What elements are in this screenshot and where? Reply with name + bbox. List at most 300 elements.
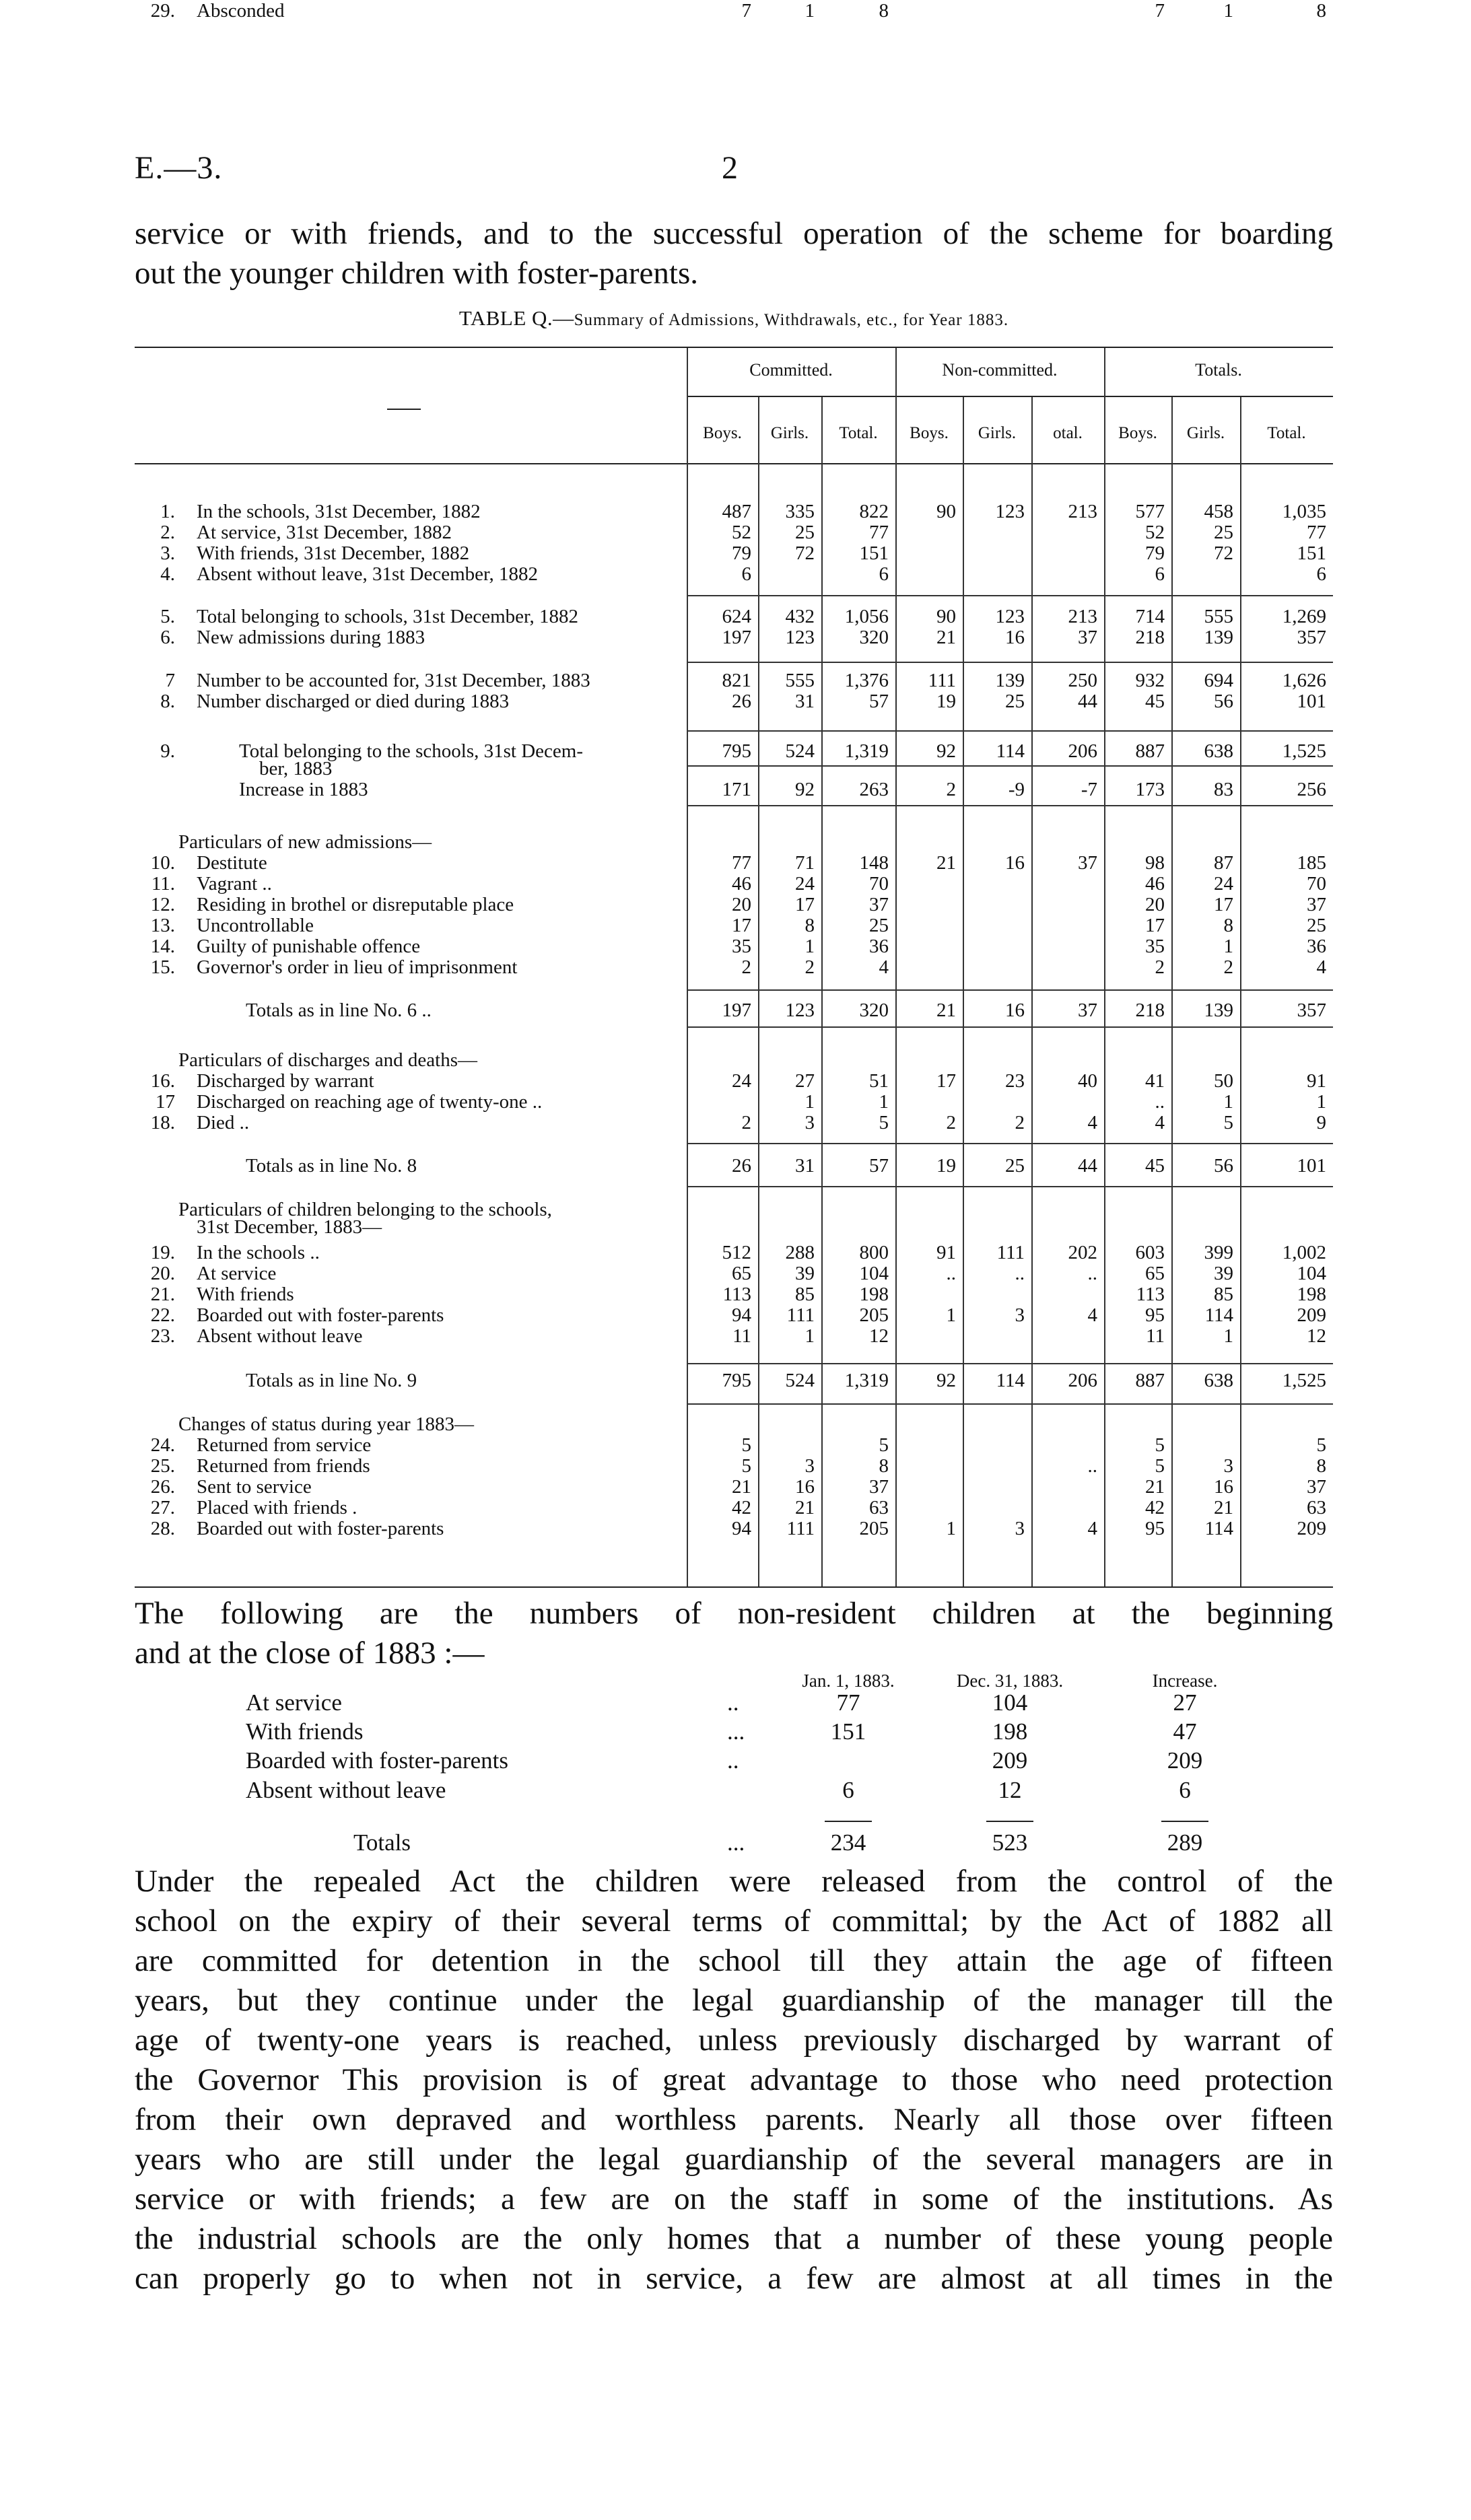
table-cell: .. [1087,1263,1097,1284]
table-cell: 114 [1204,1518,1233,1539]
table-cell: 42 [1145,1497,1165,1518]
table-cell: 37 [1078,627,1097,648]
table-cell: 3 [1015,1304,1025,1326]
row-label-text: Died .. [197,1112,250,1133]
table-cell: 72 [795,542,815,564]
table-cell: 432 [785,606,815,627]
table-cell: 3 [805,1112,815,1133]
table-cell: 197 [722,1000,751,1021]
table-cell: 20 [1145,894,1165,915]
row-number: 4. [160,563,175,585]
row-label-text: Number to be accounted for, 31st December, 1883 [197,670,590,691]
table-cell: 1,035 [1282,501,1326,522]
table-cell: -9 [1008,779,1025,800]
row-label-continuation: 31st December, 1883— [197,1216,382,1238]
row-number: 18. [150,1112,175,1133]
nr-header-increase: Increase. [1152,1671,1218,1691]
table-cell: 98 [1145,852,1165,874]
table-cell: 8 [879,1455,889,1477]
table-cell: 94 [732,1304,751,1326]
row-label-text: With friends, 31st December, 1882 [197,542,470,564]
nonresident-intro-2: and at the close of 1883 :— [135,1636,485,1671]
table-cell: 21 [936,627,956,648]
row-label-text: Discharged on reaching age of twenty-one .. [197,1091,543,1113]
col-divider [758,397,759,1586]
table-cell: 1 [805,936,815,957]
table-cell: 101 [1297,691,1326,712]
table-cell: 399 [1204,1242,1233,1263]
table-cell: 111 [928,670,956,691]
intro-line-2: out the younger children with foster-parents. [135,256,698,291]
row-number: 20. [150,1263,175,1284]
table-top-rule [135,347,1333,348]
table-cell: 1,525 [1282,1370,1326,1391]
table-cell: 111 [996,1242,1025,1263]
section-rule [687,1403,1333,1405]
table-cell: 7 [741,0,751,22]
closing-paragraph-line: can properly go to when not in service, a few are almost at all times in the [135,2261,1333,2296]
table-cell: 3 [805,1455,815,1477]
row-number: 28. [150,1518,175,1539]
table-cell: 95 [1145,1518,1165,1539]
col-divider [1031,397,1033,1586]
table-cell: 218 [1135,627,1165,648]
table-cell: 19 [936,691,956,712]
table-cell: 6 [1316,563,1326,585]
row-label-text: Sent to service [197,1476,312,1498]
closing-paragraph-line: years who are still under the legal guardianship of the several managers are in [135,2142,1333,2177]
table-cell: 5 [879,1112,889,1133]
table-cell: 577 [1135,501,1165,522]
table-cell: 2 [946,1112,956,1133]
table-cell: 25 [1214,522,1233,543]
row-number: 29. [150,0,175,22]
table-cell: 26 [732,1155,751,1177]
table-cell: 8 [805,915,815,936]
row-number: 12. [150,894,175,915]
table-cell: 524 [785,740,815,762]
table-cell: 72 [1214,542,1233,564]
row-number: 6. [160,627,175,648]
table-cell: 5 [1316,1434,1326,1456]
nonresident-value: 209 [992,1747,1028,1774]
table-cell: 8 [1316,0,1326,22]
document-code: E.—3. [135,150,223,186]
table-cell: 185 [1297,852,1326,874]
table-cell: 92 [936,740,956,762]
table-cell: 17 [936,1070,956,1092]
row-label-text: Particulars of discharges and deaths— [178,1049,478,1071]
table-cell: 800 [859,1242,889,1263]
table-cell: 101 [1297,1155,1326,1177]
table-caption-prefix: TABLE Q.— [458,306,574,330]
table-cell: 17 [1214,894,1233,915]
column-header-rule [135,463,1333,464]
row-number: 9. [160,740,175,762]
table-cell: 27 [795,1070,815,1092]
table-cell: 70 [1307,873,1326,895]
table-cell: 512 [722,1242,751,1263]
nr-header-jan: Jan. 1, 1883. [802,1671,895,1691]
nonresident-value: 151 [830,1718,866,1745]
section-rule [687,1363,1333,1364]
column-header: Total. [1267,424,1306,442]
table-cell: 822 [859,501,889,522]
section-rule [687,805,1333,806]
table-cell: .. [1015,1263,1025,1284]
row-number: 19. [150,1242,175,1263]
table-cell: 35 [732,936,751,957]
table-caption [135,306,1333,330]
closing-paragraph-line: the industrial schools are the only homes that a number of these young people [135,2221,1333,2256]
table-cell: 52 [732,522,751,543]
table-cell: 6 [879,563,889,585]
table-cell: 85 [1214,1284,1233,1305]
table-cell: 357 [1297,627,1326,648]
table-cell: 603 [1135,1242,1165,1263]
table-cell: 1,002 [1282,1242,1326,1263]
closing-paragraph-line: years, but they continue under the legal guardianship of the manager till the [135,1983,1333,2018]
column-header: Girls. [770,424,809,442]
table-cell: 26 [732,691,751,712]
table-cell: 21 [1145,1476,1165,1498]
table-cell: 37 [1307,1476,1326,1498]
table-cell: 139 [1204,1000,1233,1021]
table-cell: 4 [1087,1112,1097,1133]
nonresident-value: 12 [998,1777,1022,1803]
section-rule [687,730,1333,732]
table-cell: 139 [1204,627,1233,648]
table-cell: 1 [1223,936,1233,957]
table-cell: 209 [1297,1304,1326,1326]
table-cell: 8 [1223,915,1233,936]
table-cell: 50 [1214,1070,1233,1092]
leader-dots: .. [727,1747,739,1774]
table-cell: 1 [1223,0,1233,22]
row-label-text: Vagrant .. [197,873,272,895]
table-cell: 77 [1307,522,1326,543]
table-cell: 23 [1005,1070,1025,1092]
table-cell: 57 [869,1155,889,1177]
table-cell: 51 [869,1070,889,1092]
row-number: 27. [150,1497,175,1518]
table-cell: 1 [879,1091,889,1113]
table-cell: 95 [1145,1304,1165,1326]
row-number: 17 [156,1091,175,1113]
table-cell: 5 [1155,1434,1165,1456]
closing-paragraph-line: service or with friends; a few are on the staff in some of the institutions. As [135,2181,1333,2216]
table-cell: 197 [722,627,751,648]
row-number: 10. [150,852,175,874]
table-cell: 5 [741,1455,751,1477]
table-cell: 487 [722,501,751,522]
table-cell: 524 [785,1370,815,1391]
row-label-text: Total belonging to schools, 31st December, 1882 [197,606,579,627]
table-cell: 9 [1316,1112,1326,1133]
table-caption-title: Summary of Admissions, Withdrawals, etc., for Year 1883. [574,311,1009,329]
row-number: 11. [151,873,175,895]
row-number: 25. [150,1455,175,1477]
table-cell: 114 [1204,1304,1233,1326]
table-cell: 148 [859,852,889,874]
table-cell: 821 [722,670,751,691]
table-cell: 113 [1136,1284,1165,1305]
row-label-text: In the schools .. [197,1242,320,1263]
row-label-text: Absent without leave [197,1325,363,1347]
table-cell: 21 [936,852,956,874]
row-label-text: At service, 31st December, 1882 [197,522,452,543]
nonresident-value: 47 [1173,1718,1197,1745]
table-cell: .. [1155,1091,1165,1113]
table-cell: 31 [795,1155,815,1177]
table-cell: 111 [786,1304,815,1326]
table-cell: 1 [946,1304,956,1326]
row-label-text: Absent without leave, 31st December, 1882 [197,563,539,585]
table-cell: 40 [1078,1070,1097,1092]
table-cell: 21 [1214,1497,1233,1518]
table-cell: 44 [1078,1155,1097,1177]
table-cell: 65 [732,1263,751,1284]
section-rule [687,989,1333,991]
sum-rule [1161,1821,1208,1822]
table-cell: 1 [946,1518,956,1539]
table-cell: 104 [1297,1263,1326,1284]
table-cell: 4 [1087,1518,1097,1539]
table-cell: 171 [722,779,751,800]
table-cell: 94 [732,1518,751,1539]
closing-paragraph-line: Under the repealed Act the children were released from the control of the [135,1864,1333,1899]
nonresident-row-label: At service [246,1689,342,1716]
row-label-text: New admissions during 1883 [197,627,425,648]
table-cell: 92 [936,1370,956,1391]
table-cell: 123 [995,501,1025,522]
table-cell: 77 [732,852,751,874]
nonresident-value: 6 [1179,1777,1191,1803]
table-cell: 114 [996,1370,1025,1391]
table-cell: 4 [1087,1304,1097,1326]
table-cell: 65 [1145,1263,1165,1284]
row-label-text: At service [197,1263,277,1284]
sum-rule [825,1821,872,1822]
row-label-text: Returned from service [197,1434,372,1456]
column-header: Total. [839,424,878,442]
table-cell: 39 [795,1263,815,1284]
section-rule [687,765,1333,767]
table-cell: 1,269 [1282,606,1326,627]
section-rule [687,1026,1333,1028]
row-label-text: Discharged by warrant [197,1070,374,1092]
table-cell: 37 [869,894,889,915]
table-cell: 335 [785,501,815,522]
column-header: otal. [1053,424,1083,442]
table-cell: 8 [879,0,889,22]
table-cell: 114 [996,740,1025,762]
nonresident-intro-1: The following are the numbers of non-resident children at the beginning [135,1596,1333,1631]
table-cell: 2 [805,956,815,978]
table-cell: 2 [741,956,751,978]
row-number: 3. [160,542,175,564]
table-cell: 1 [1223,1325,1233,1347]
col-divider [1171,397,1173,1586]
row-label-text: Governor's order in lieu of imprisonment [197,956,518,978]
table-cell: 12 [869,1325,889,1347]
table-cell: 17 [795,894,815,915]
table-cell: 25 [1307,915,1326,936]
nr-header-dec: Dec. 31, 1883. [956,1671,1064,1691]
nonresident-value: 523 [992,1829,1028,1856]
stub-header-dash [387,409,421,410]
table-cell: 77 [869,522,889,543]
row-number: 26. [150,1476,175,1498]
row-label-text: Placed with friends . [197,1497,357,1518]
table-cell: 36 [1307,936,1326,957]
table-cell: 1 [1223,1091,1233,1113]
table-cell: 218 [1135,1000,1165,1021]
closing-paragraph-line: age of twenty-one years is reached, unless previously discharged by warrant of [135,2023,1333,2058]
row-label-text: Guilty of punishable offence [197,936,421,957]
section-rule [687,1143,1333,1144]
table-cell: 90 [936,606,956,627]
table-cell: 11 [732,1325,751,1347]
table-cell: 202 [1068,1242,1097,1263]
table-cell: 2 [1015,1112,1025,1133]
table-cell: 638 [1204,1370,1233,1391]
row-number: 15. [150,956,175,978]
table-cell: 3 [1015,1518,1025,1539]
table-cell: 46 [1145,873,1165,895]
table-cell: 320 [859,1000,889,1021]
table-cell: 205 [859,1304,889,1326]
table-cell: 111 [786,1518,815,1539]
nonresident-value: 6 [842,1777,854,1803]
column-header: Boys. [1118,424,1157,442]
row-label-text: Particulars of children belonging to the schools, [178,1199,552,1220]
nonresident-value: 77 [836,1689,860,1716]
table-cell: 4 [879,956,889,978]
table-cell: 85 [795,1284,815,1305]
row-label-text: Uncontrollable [197,915,314,936]
table-cell: 206 [1068,1370,1097,1391]
table-cell: 25 [1005,1155,1025,1177]
table-cell: 12 [1307,1325,1326,1347]
table-cell: 45 [1145,691,1165,712]
table-cell: 52 [1145,522,1165,543]
row-label-text: Destitute [197,852,267,874]
table-cell: 887 [1135,1370,1165,1391]
table-cell: 213 [1068,501,1097,522]
table-cell: 24 [732,1070,751,1092]
table-cell: 79 [732,542,751,564]
table-cell: 113 [722,1284,751,1305]
column-header: Girls. [1186,424,1225,442]
table-cell: 1 [1316,1091,1326,1113]
col-divider [963,397,964,1586]
table-cell: 887 [1135,740,1165,762]
table-cell: 205 [859,1518,889,1539]
table-cell: 16 [1005,627,1025,648]
row-number: 22. [150,1304,175,1326]
table-cell: 198 [859,1284,889,1305]
table-cell: 1,376 [844,670,889,691]
table-cell: 24 [1214,873,1233,895]
intro-line-1: service or with friends, and to the successful operation of the scheme for boarding [135,216,1333,251]
table-cell: 714 [1135,606,1165,627]
table-cell: .. [946,1263,956,1284]
table-cell: 20 [732,894,751,915]
table-cell: 25 [795,522,815,543]
table-cell: 2 [741,1112,751,1133]
nonresident-value: 289 [1167,1829,1203,1856]
table-cell: 37 [1078,852,1097,874]
table-cell: 6 [1155,563,1165,585]
table-cell: 63 [1307,1497,1326,1518]
table-cell: 151 [1297,542,1326,564]
table-cell: 458 [1204,501,1233,522]
table-cell: 123 [785,1000,815,1021]
table-cell: 5 [1223,1112,1233,1133]
row-number: 21. [150,1284,175,1305]
group-totals: Totals. [1195,360,1242,380]
table-cell: 21 [936,1000,956,1021]
sum-rule [986,1821,1033,1822]
table-cell: 795 [722,740,751,762]
table-cell: 1,525 [1282,740,1326,762]
row-label-text: Absconded [197,0,285,22]
group-header-rule [687,396,1333,397]
table-cell: 37 [1307,894,1326,915]
table-cell: 320 [859,627,889,648]
table-cell: 206 [1068,740,1097,762]
table-cell: 1 [805,1325,815,1347]
column-header: Girls. [978,424,1017,442]
table-cell: 16 [1005,852,1025,874]
row-number: 16. [150,1070,175,1092]
row-number: 2. [160,522,175,543]
row-label-text: Returned from friends [197,1455,370,1477]
table-cell: 70 [869,873,889,895]
section-rule [687,1186,1333,1187]
closing-paragraph-line: school on the expiry of their several terms of committal; by the Act of 1882 all [135,1903,1333,1938]
table-cell: 555 [785,670,815,691]
table-cell: 139 [995,670,1025,691]
table-cell: 5 [1155,1455,1165,1477]
nonresident-row-label: With friends [246,1718,364,1745]
row-label-text: With friends [197,1284,294,1305]
nonresident-row-label: Totals [353,1829,411,1856]
table-cell: 624 [722,606,751,627]
table-cell: 91 [936,1242,956,1263]
row-number: 13. [150,915,175,936]
table-cell: 71 [795,852,815,874]
closing-paragraph-line: from their own depraved and worthless parents. Nearly all those over fifteen [135,2102,1333,2137]
table-cell: 4 [1155,1112,1165,1133]
table-cell: 37 [869,1476,889,1498]
column-header: Boys. [910,424,949,442]
nonresident-row-label: Absent without leave [246,1777,446,1803]
column-header: Boys. [703,424,742,442]
row-label-text: Particulars of new admissions— [178,831,432,853]
row-label-text: Boarded out with foster-parents [197,1518,444,1539]
row-number: 5. [160,606,175,627]
closing-paragraph-line: the Governor This provision is of great advantage to those who need protection [135,2062,1333,2097]
row-label-text: Residing in brothel or disreputable place [197,894,514,915]
table-cell: 57 [869,691,889,712]
table-cell: 288 [785,1242,815,1263]
table-cell: 7 [1155,0,1165,22]
table-cell: 104 [859,1263,889,1284]
table-cell: 1,626 [1282,670,1326,691]
table-cell: 56 [1214,691,1233,712]
